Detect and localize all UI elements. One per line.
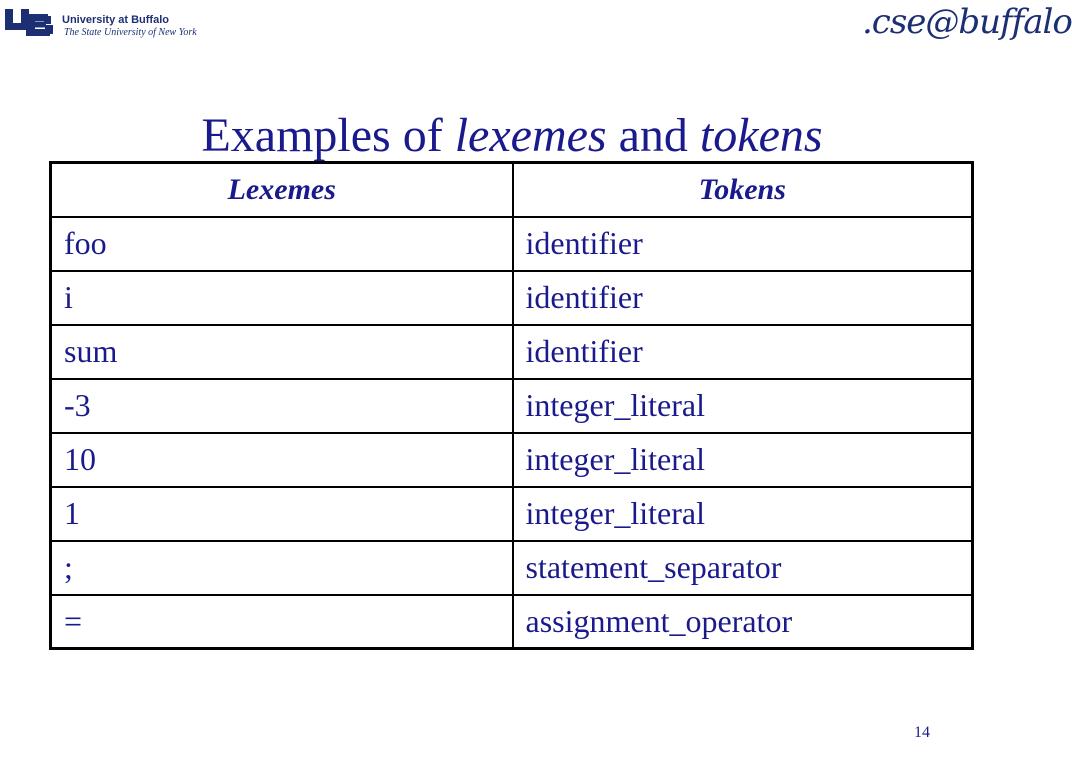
token-cell: statement_separator: [513, 541, 973, 595]
page-number: 14: [914, 724, 930, 741]
token-cell: integer_literal: [513, 487, 973, 541]
table-row: [51, 379, 973, 433]
token-cell: assignment_operator: [513, 595, 973, 649]
table-header-row: [51, 163, 973, 217]
table-row: [51, 271, 973, 325]
lexeme-cell: 1: [51, 487, 513, 541]
lexeme-cell: ;: [51, 541, 513, 595]
token-cell: identifier: [513, 325, 973, 379]
table-row: [51, 325, 973, 379]
token-cell: integer_literal: [513, 379, 973, 433]
slide-title: [0, 108, 1024, 164]
lexeme-cell: 10: [51, 433, 513, 487]
lexeme-cell: =: [51, 595, 513, 649]
lexeme-cell: sum: [51, 325, 513, 379]
lexeme-cell: -3: [51, 379, 513, 433]
title-text-1: Examples of: [201, 109, 455, 162]
title-tokens: tokens: [699, 109, 823, 162]
lexeme-cell: i: [51, 271, 513, 325]
title-text-2: and: [606, 109, 700, 162]
token-cell: identifier: [513, 271, 973, 325]
ub-logo-icon: [4, 6, 56, 40]
university-name: University at Buffalo: [62, 14, 169, 26]
university-logo: [4, 6, 234, 46]
cse-buffalo-logo: .cse@buffalo: [862, 2, 1072, 42]
lexeme-cell: foo: [51, 217, 513, 271]
token-cell: integer_literal: [513, 433, 973, 487]
table-row: [51, 595, 973, 649]
lexeme-token-table: [49, 161, 974, 650]
university-subtitle: The State University of New York: [64, 27, 197, 38]
table-row: [51, 541, 973, 595]
table-row: [51, 217, 973, 271]
table-row: [51, 433, 973, 487]
token-cell: identifier: [513, 217, 973, 271]
table-row: [51, 487, 973, 541]
column-header-tokens: Tokens: [513, 163, 973, 217]
title-lexemes: lexemes: [454, 109, 607, 162]
column-header-lexemes: Lexemes: [51, 163, 513, 217]
